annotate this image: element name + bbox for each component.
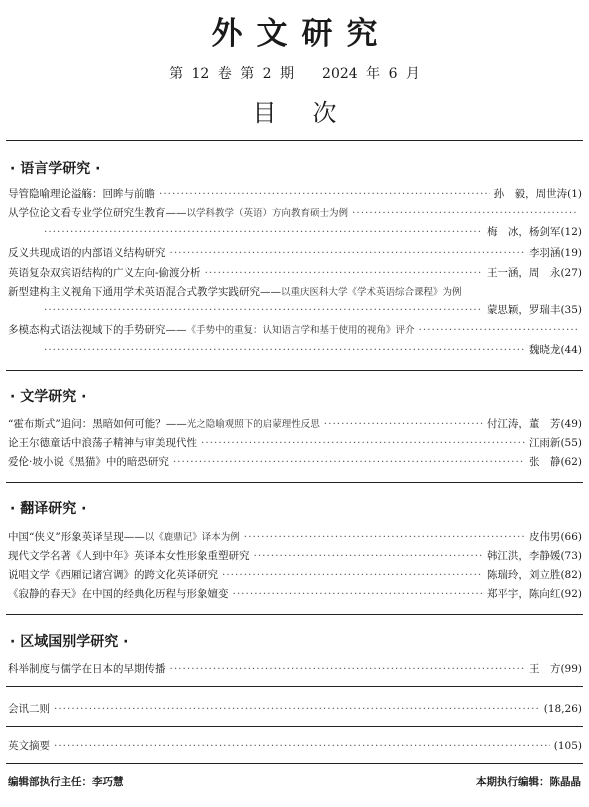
entry-title: 导管隐喻理论溢觞：回眸与前瞻: [8, 188, 155, 200]
toc-entry[interactable]: [8, 205, 582, 221]
toc-entry[interactable]: [8, 322, 582, 338]
toc-entry[interactable]: [8, 245, 582, 261]
dot-leader: [170, 247, 525, 259]
entry-authors: 郑平宇，陈向红: [486, 588, 561, 600]
dot-leader: [244, 531, 525, 543]
entry-authors: 江雨新: [528, 437, 561, 449]
entry-title: 爱伦·坡小说《黑猫》中的暗恐研究: [8, 456, 169, 468]
entry-subtitle: 《手势中的重复：认知语言学和基于使用的视角》评介: [186, 325, 415, 336]
bottom-rule: [6, 763, 583, 764]
entry-page: (27): [560, 267, 582, 279]
entry-subtitle: 光之隐喻观照下的启蒙理性反思: [186, 419, 320, 430]
toc-entry[interactable]: [8, 186, 582, 202]
toc-entry-news[interactable]: [8, 701, 582, 717]
entry-authors: 魏晓龙: [528, 344, 561, 356]
toc-entry[interactable]: [8, 265, 582, 281]
entry-page: (62): [560, 456, 582, 468]
contents-title: 目次: [252, 99, 373, 127]
entry-title: 反义共现成语的内部语义结构研究: [8, 247, 166, 259]
entry-title: 《寂静的春天》在中国的经典化历程与形象嬗变: [8, 588, 229, 600]
entry-title: 从学位论文看专业学位研究生教育——: [8, 207, 187, 219]
entry-title: 论王尔德童话中浪荡子精神与审美现代性: [8, 437, 197, 449]
section-rule: [6, 614, 583, 615]
toc-entry[interactable]: [8, 454, 582, 470]
dot-leader: [205, 267, 483, 279]
footer-director: 编辑部执行主任：李巧慧: [8, 776, 124, 788]
dot-leader: [173, 456, 525, 468]
dot-leader: [44, 226, 483, 238]
toc-entry[interactable]: [8, 529, 582, 545]
section-heading-area-studies: · 区域国别学研究 ·: [10, 634, 129, 650]
dot-leader: [44, 304, 483, 316]
top-rule: [6, 140, 583, 141]
entry-title: 英语复杂双宾语结构的广义左向-偷渡分析: [8, 267, 201, 279]
entry-subtitle: 以重庆医科大学《学术英语综合课程》为例: [281, 287, 462, 298]
dot-leader: [233, 588, 483, 600]
entry-page: (105): [553, 740, 582, 752]
dot-leader: [324, 418, 483, 430]
entry-authors: 皮伟男: [528, 531, 561, 543]
section-heading-literature: · 文学研究 ·: [10, 389, 87, 405]
entry-title: 现代文学名著《人到中年》英译本女性形象重塑研究: [8, 550, 250, 562]
toc-entry[interactable]: [8, 435, 582, 451]
entry-subtitle: 以《鹿鼎记》译本为例: [144, 532, 240, 543]
toc-entry-continuation: [8, 302, 582, 318]
entry-title: “霍布斯式”追问：黑暗如何可能？——: [8, 418, 187, 430]
entry-subtitle: 以学科教学（英语）方向教育硕士为例: [186, 208, 349, 219]
entry-authors: 韩江洪，李静媛: [486, 550, 561, 562]
entry-title: 会讯二则: [8, 703, 50, 715]
entry-title: 英文摘要: [8, 740, 50, 752]
section-rule: [6, 726, 583, 727]
section-rule: [6, 686, 583, 687]
toc-entry[interactable]: [8, 661, 582, 677]
entry-page: (12): [560, 226, 582, 238]
dot-leader: [44, 344, 525, 356]
entry-page: (19): [560, 247, 582, 259]
entry-authors: 陈瑞玲，刘立胜: [486, 569, 561, 581]
toc-entry-abstracts[interactable]: [8, 738, 582, 754]
section-heading-translation: · 翻译研究 ·: [10, 501, 87, 517]
dot-leader: [419, 324, 578, 336]
section-rule: [6, 482, 583, 483]
entry-authors: 付江涛，董 芳: [486, 418, 561, 430]
entry-authors: 王 方: [528, 663, 561, 675]
toc-entry[interactable]: [8, 567, 582, 583]
entry-authors: 张 静: [528, 456, 561, 468]
dot-leader: [201, 437, 525, 449]
entry-page: (73): [560, 550, 582, 562]
entry-page: (55): [560, 437, 582, 449]
issue-line: 第 12 卷 第 2 期 2024 年 6 月: [169, 66, 420, 82]
entry-page: (82): [560, 569, 582, 581]
entry-page: (35): [560, 304, 582, 316]
entry-title: 说唱文学《西厢记诸宫调》的跨文化英译研究: [8, 569, 218, 581]
toc-entry-continuation: [8, 342, 582, 358]
section-rule: [6, 370, 583, 371]
toc-entry[interactable]: [8, 284, 582, 300]
entry-page: (1): [567, 188, 582, 200]
section-heading-linguistics: · 语言学研究 ·: [10, 161, 101, 177]
entry-authors: 梅 冰，杨剑军: [486, 226, 561, 238]
entry-page: (66): [560, 531, 582, 543]
entry-page: (44): [560, 344, 582, 356]
entry-title: 新型建构主义视角下通用学术英语混合式教学实践研究——: [8, 286, 281, 298]
entry-authors: 王一涵，周 永: [486, 267, 561, 279]
entry-page: (92): [560, 588, 582, 600]
toc-entry-continuation: [8, 224, 582, 240]
journal-title: 外文研究: [211, 16, 392, 52]
entry-title: 科举制度与儒学在日本的早期传播: [8, 663, 166, 675]
footer-editor: 本期执行编辑：陈晶晶: [476, 776, 581, 788]
toc-entry[interactable]: [8, 586, 582, 602]
dot-leader: [254, 550, 483, 562]
entry-title: 中国“侠义”形象英译呈现——: [8, 531, 145, 543]
dot-leader: [54, 703, 540, 715]
toc-entry[interactable]: [8, 416, 582, 432]
toc-entry[interactable]: [8, 548, 582, 564]
entry-authors: 蒙思颖，罗瑞丰: [486, 304, 561, 316]
entry-page: (99): [560, 663, 582, 675]
dot-leader: [54, 740, 550, 752]
dot-leader: [222, 569, 483, 581]
dot-leader: [170, 663, 525, 675]
entry-authors: 李羽涵: [528, 247, 561, 259]
dot-leader: [352, 207, 578, 219]
entry-page: (18,26): [543, 703, 582, 715]
dot-leader: [159, 188, 490, 200]
entry-authors: 孙 毅，周世涛: [493, 188, 568, 200]
entry-page: (49): [560, 418, 582, 430]
entry-title: 多模态构式语法视域下的手势研究——: [8, 324, 187, 336]
